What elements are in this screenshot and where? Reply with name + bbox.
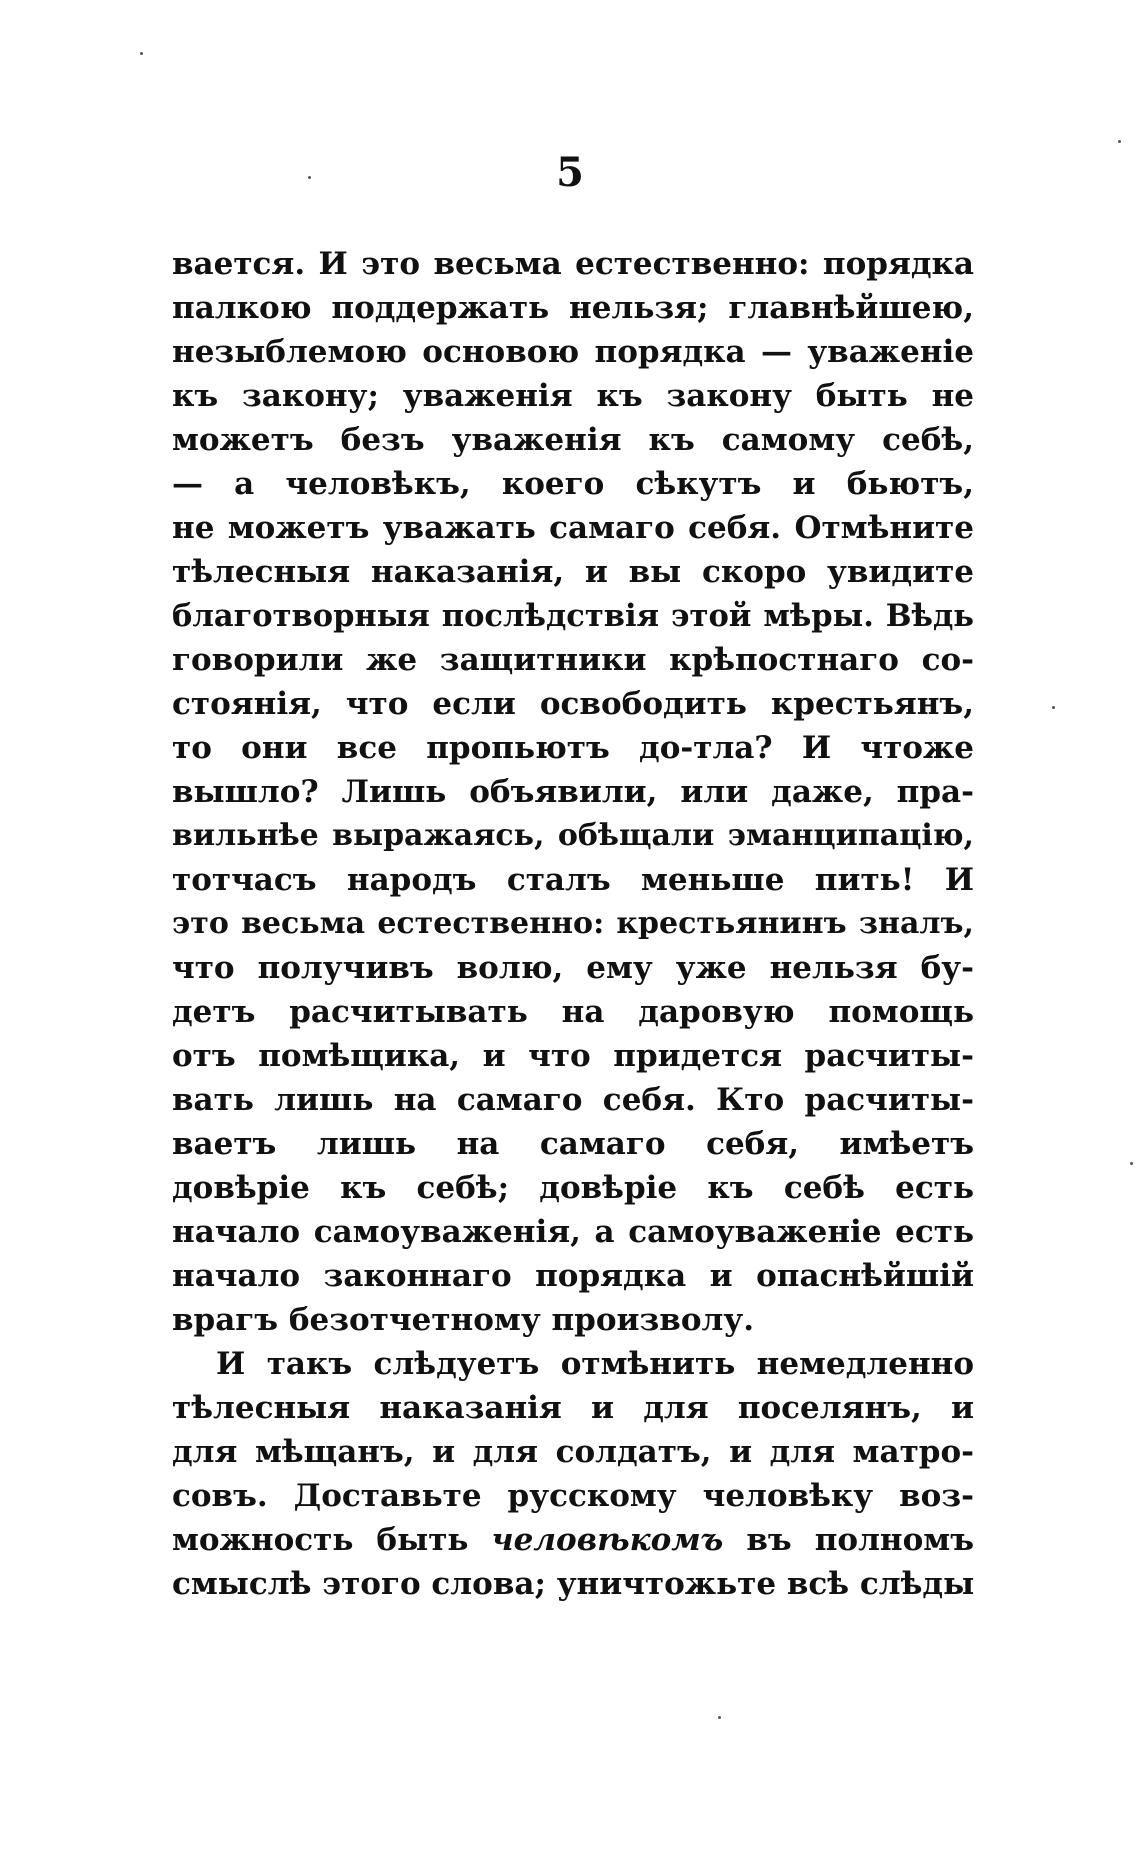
body-text [172, 242, 974, 1606]
text-line: благотворныя послѣдствія этой мѣры. Вѣдь [172, 598, 974, 634]
text-line: палкою поддержать нельзя; главнѣйшею, [172, 290, 974, 326]
text-line: вышло? Лишь объявили, или даже, пра- [172, 774, 974, 810]
text-line: тотчасъ народъ сталъ меньше пить! И [172, 862, 974, 898]
emphasized-word: человѣкомъ [491, 1522, 724, 1558]
page-number: 5 [556, 149, 584, 196]
text-line: это весьма естественно: крестьянинъ зналъ, [172, 906, 974, 941]
scan-speck [140, 52, 143, 55]
text-line: говорили же защитники крѣпостнаго со- [172, 642, 974, 678]
text-line: отъ помѣщика, и что придется расчиты- [172, 1038, 974, 1074]
scan-speck [1118, 140, 1121, 143]
text-line: вается. И это весьма естественно: порядка [172, 246, 974, 282]
scan-speck [308, 176, 311, 179]
text-line: что получивъ волю, ему уже нельзя бу- [172, 950, 974, 986]
text-line [172, 1518, 974, 1562]
text-line: незыблемою основою порядка — уваженіе [172, 334, 974, 370]
text-line: детъ расчитывать на даровую помощь [172, 994, 974, 1030]
scan-speck [1130, 1162, 1133, 1165]
text-line: вильнѣе выражаясь, обѣщали эманципацію, [172, 818, 974, 853]
text-line: тѣлесныя наказанія и для поселянъ, и [172, 1390, 974, 1426]
text-line: И такъ слѣдуетъ отмѣнить немедленно [216, 1346, 974, 1382]
text-line: для мѣщанъ, и для солдатъ, и для матро- [172, 1434, 974, 1470]
text-line: ваетъ лишь на самаго себя, имѣетъ [172, 1126, 974, 1162]
text-line: стоянія, что если освободить крестьянъ, [172, 686, 974, 722]
text-line: то они все пропьютъ до-тла? И чтоже [172, 730, 974, 766]
text-line: довѣріе къ себѣ; довѣріе къ себѣ есть [172, 1170, 974, 1206]
text-line: вать лишь на самаго себя. Кто расчиты- [172, 1082, 974, 1118]
text-line: начало законнаго порядка и опаснѣйшій [172, 1258, 974, 1294]
text-line: можетъ безъ уваженія къ самому себѣ, [172, 422, 974, 458]
text-segment: въ полномъ [723, 1522, 974, 1558]
text-line: не можетъ уважать самаго себя. Отмѣните [172, 510, 974, 546]
text-line: тѣлесныя наказанія, и вы скоро увидите [172, 554, 974, 590]
scan-speck [1052, 706, 1055, 709]
text-line: смыслѣ этого слова; уничтожьте всѣ слѣды [172, 1566, 974, 1602]
text-line: врагъ безотчетному произволу. [172, 1302, 755, 1338]
text-line: совъ. Доставьте русскому человѣку воз- [172, 1478, 974, 1514]
text-line: къ закону; уваженія къ закону быть не [172, 378, 974, 414]
scan-speck [718, 1716, 721, 1719]
text-line: начало самоуваженія, а самоуваженіе есть [172, 1214, 974, 1250]
text-segment: можность быть [172, 1522, 492, 1558]
text-line: — а человѣкъ, коего сѣкутъ и бьютъ, [172, 466, 974, 502]
